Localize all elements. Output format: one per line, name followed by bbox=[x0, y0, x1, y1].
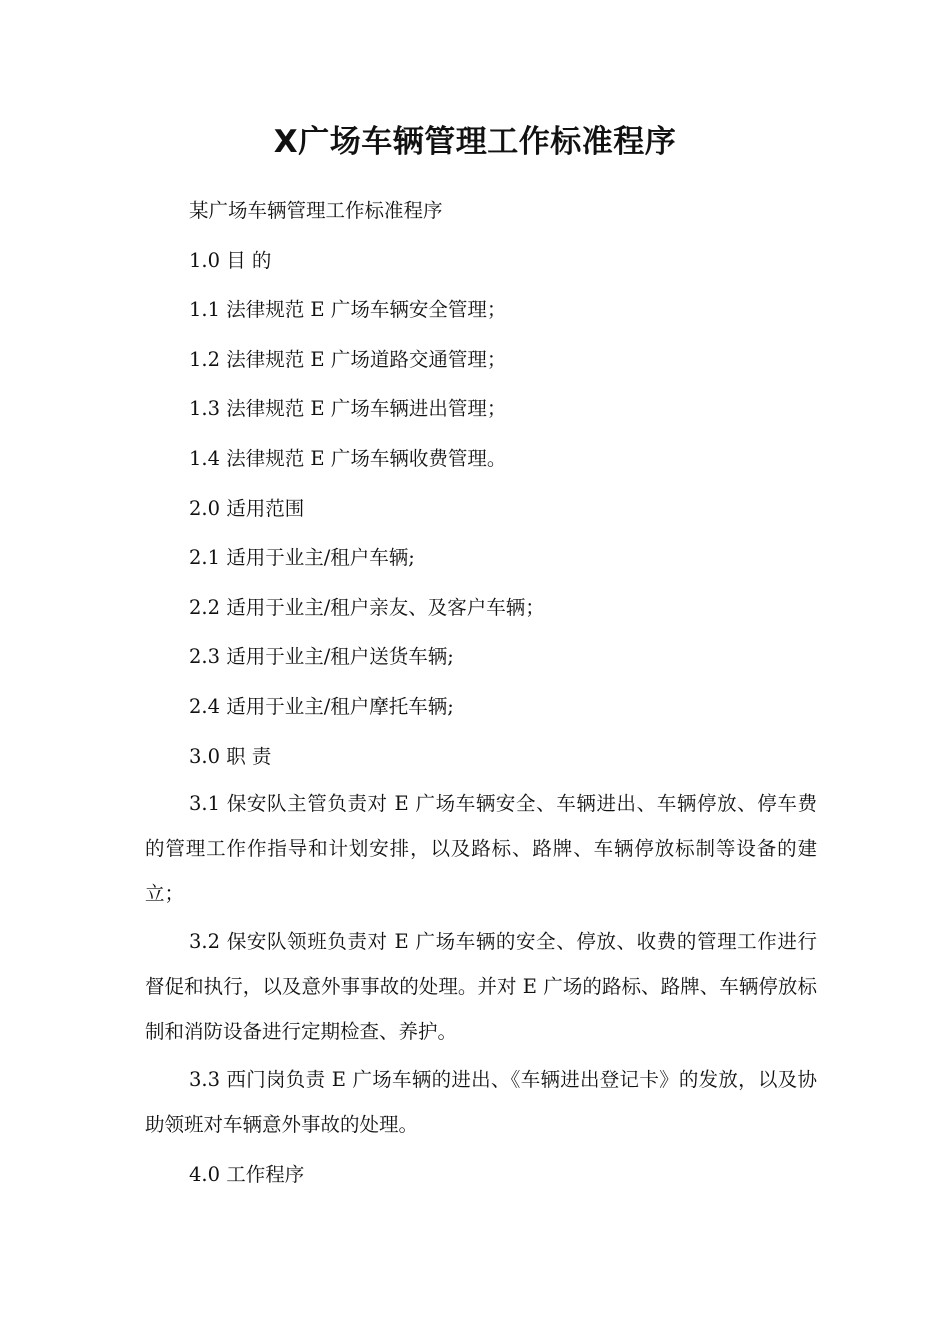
paragraph-1-1: 1.1 法律规范 E 广场车辆安全管理； bbox=[189, 298, 507, 322]
document-body bbox=[145, 186, 817, 1200]
paragraph-1-3: 1.3 法律规范 E 广场车辆进出管理； bbox=[189, 397, 507, 421]
paragraph-2-4: 2.4 适用于业主/租户摩托车辆; bbox=[189, 694, 454, 718]
heading-scope: 2.0 适用范围 bbox=[189, 496, 305, 520]
paragraph-1-4: 1.4 法律规范 E 广场车辆收费管理。 bbox=[189, 446, 507, 470]
paragraph-2-1: 2.1 适用于业主/租户车辆; bbox=[189, 546, 415, 570]
paragraph-2-2: 2.2 适用于业主/租户亲友、及客户车辆； bbox=[189, 595, 545, 619]
heading-procedure: 4.0 工作程序 bbox=[189, 1163, 305, 1187]
heading-purpose: 1.0 目 的 bbox=[189, 248, 272, 272]
paragraph-2-3: 2.3 适用于业主/租户送货车辆; bbox=[189, 645, 454, 669]
paragraph-3-2: 3.2 保安队领班负责对 E 广场车辆的安全、停放、收费的管理工作进行督促和执行，以及意外事事故的处理。并对 E 广场的路标、路牌、车辆停放标制和消防设备进行定期检查、养护。 bbox=[145, 930, 817, 1044]
paragraph-intro: 某广场车辆管理工作标准程序 bbox=[189, 199, 443, 222]
paragraph-3-1: 3.1 保安队主管负责对 E 广场车辆安全、车辆进出、车辆停放、停车费的管理工作作指导和计划安排，以及路标、路牌、车辆停放标制等设备的建立； bbox=[145, 792, 817, 906]
document-title: X广场车辆管理工作标准程序 bbox=[273, 124, 677, 160]
paragraph-1-2: 1.2 法律规范 E 广场道路交通管理； bbox=[189, 347, 507, 371]
heading-responsibilities: 3.0 职 责 bbox=[189, 744, 272, 768]
paragraph-3-3: 3.3 西门岗负责 E 广场车辆的进出、《车辆进出登记卡》的发放，以及协助领班对车辆意外事故的处理。 bbox=[145, 1068, 817, 1137]
